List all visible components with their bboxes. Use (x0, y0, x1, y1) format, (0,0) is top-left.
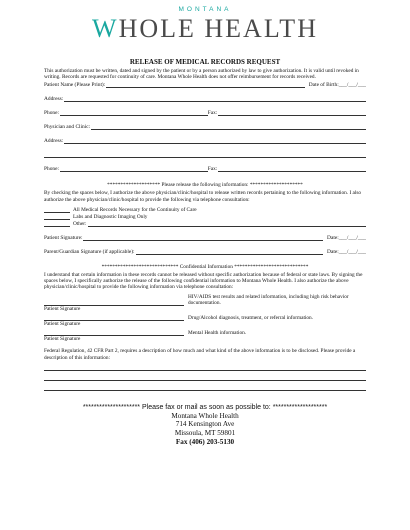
physician-phone-fax-row (44, 166, 366, 172)
option-other-label: Other: (73, 220, 87, 227)
guardian-signature-row (44, 249, 366, 255)
fax-field[interactable] (218, 110, 366, 116)
fax-label: Fax: (207, 110, 218, 117)
option-all-records (44, 207, 366, 213)
footer-instruction: ********************* Please fax or mail as soon as possible to: ******************** (82, 403, 328, 411)
drug-text: Drug/Alcohol diagnosis, treatment, or referral information. (188, 315, 314, 322)
physician-row (44, 124, 366, 130)
confidential-item-mental (44, 330, 366, 342)
hiv-signature-label: Patient Signature (44, 306, 81, 313)
mental-signature-label: Patient Signature (44, 336, 81, 343)
dob-field[interactable]: ___/___/___ (338, 82, 366, 89)
guardian-signature-date-label: Date: (327, 248, 339, 255)
patient-name-row (44, 82, 366, 88)
physician-address-label: Address: (44, 138, 64, 145)
drug-signature-label: Patient Signature (44, 321, 81, 328)
footer-city: Missoula, MT 59801 (174, 429, 236, 438)
logo-rest: HOLE HEALTH (118, 14, 318, 43)
patient-signature-field[interactable] (83, 235, 323, 241)
federal-regulation-text: Federal Regulation, 42 CFR Part 2, requires a description of how much and what kind of the above information is to be disclosed. Please provide a description of this information: (44, 348, 356, 361)
option-labs-check[interactable] (44, 214, 70, 220)
physician-phone-field[interactable] (60, 166, 208, 172)
address-label: Address: (44, 96, 64, 103)
option-labs (44, 214, 366, 220)
logo-wordmark (44, 14, 366, 44)
footer-street: 714 Kensington Ave (175, 420, 235, 429)
confidential-item-hiv (44, 294, 366, 312)
description-line-3[interactable] (44, 385, 366, 391)
dob-label: Date of Birth: (308, 82, 339, 89)
address-field[interactable] (64, 96, 366, 102)
confidential-items (44, 294, 366, 342)
option-other-field[interactable] (88, 221, 366, 227)
physician-label: Physician and Clinic: (44, 124, 91, 131)
option-labs-label: Labs and Diagnostic Imaging Only (73, 213, 148, 220)
physician-field[interactable] (91, 124, 366, 130)
physician-fax-label: Fax: (207, 166, 218, 173)
patient-name-field[interactable] (106, 82, 305, 88)
form-title: RELEASE OF MEDICAL RECORDS REQUEST (129, 58, 281, 66)
footer-org: Montana Whole Health (171, 411, 239, 420)
option-all-records-label: All Medical Records Necessary for the Continuity of Care (73, 206, 197, 213)
description-line-1[interactable] (44, 365, 366, 371)
mental-text: Mental Health information. (188, 330, 247, 337)
footer-fax: Fax (406) 203-5130 (175, 437, 235, 446)
patient-name-label: Patient Name (Please Print): (44, 82, 106, 89)
description-line-2[interactable] (44, 375, 366, 381)
patient-signature-date-label: Date: (327, 234, 339, 241)
confidential-heading: ***************************** Confidential Information **************************** (101, 263, 309, 270)
intro-text: This authorization must be written, dated and signed by the patient or by a person authorized by law to give authorization. It is valid until revoked in writing. Records are requested for continuity of care. Montana Whole Health does not offer reimbursement for records received. (44, 68, 359, 81)
patient-signature-label: Patient Signature: (44, 234, 83, 241)
physician-address-row (44, 138, 366, 144)
option-other-check[interactable] (44, 221, 70, 227)
guardian-signature-field[interactable] (136, 249, 323, 255)
address-row (44, 96, 366, 102)
logo (44, 0, 366, 44)
confidential-item-drug (44, 315, 366, 327)
patient-signature-row (44, 235, 366, 241)
physician-fax-field[interactable] (218, 166, 366, 172)
release-text: By checking the spaces below, I authorize the above physician/clinic/hospital to release written records pertaining to the following information. I also authorize the above physician/clinic/hospital to provide the following via telephone consultation: (44, 190, 362, 203)
patient-signature-date-field[interactable]: ___/___/___ (338, 234, 366, 241)
hiv-text: HIV/AIDS test results and related information, including high risk behavior documentation. (188, 294, 349, 307)
confidential-item-hiv-row (44, 294, 366, 306)
option-all-records-check[interactable] (44, 207, 70, 213)
option-other (44, 221, 366, 227)
physician-phone-label: Phone: (44, 166, 59, 173)
phone-label: Phone: (44, 110, 59, 117)
confidential-text: I understand that certain information in these records cannot be released without specific authorization because of federal or state laws. By signing the spaces below, I specifically authorize the release of the following confidential information to Montana Whole Health. I also authorize the above physician/clinic/hospital to provide the following information via telephone consultation: (44, 271, 363, 291)
guardian-signature-date-field[interactable]: ___/___/___ (338, 248, 366, 255)
phone-fax-row (44, 110, 366, 116)
phone-field[interactable] (60, 110, 208, 116)
physician-address-extra-line[interactable] (44, 152, 366, 158)
logo-initial: W (92, 14, 119, 43)
guardian-signature-label: Parent/Guardian Signature (if applicable): (44, 248, 135, 255)
footer (44, 403, 366, 446)
logo-state: MONTANA (178, 6, 232, 13)
physician-address-field[interactable] (64, 138, 366, 144)
release-options (44, 207, 366, 227)
release-heading: ******************** Please release the following information: ******************** (107, 182, 303, 189)
